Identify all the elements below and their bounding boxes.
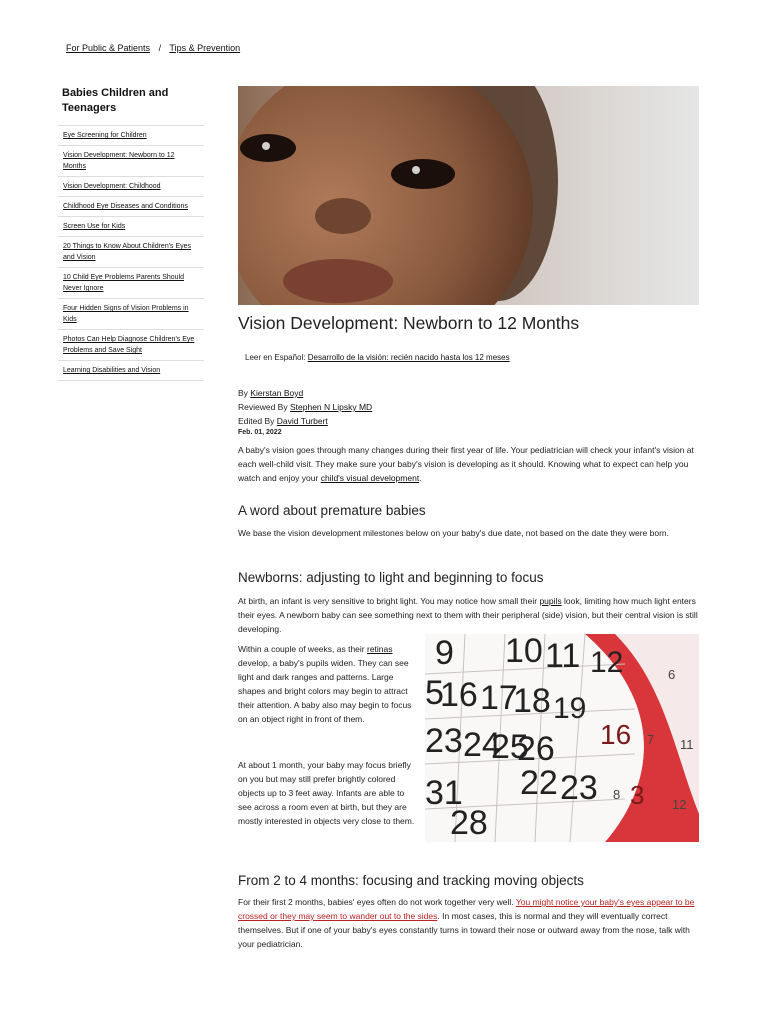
- sidebar-item: [58, 146, 204, 177]
- reviewed-label: Reviewed By: [238, 402, 288, 412]
- intro-text: A baby's vision goes through many changes during their first year of life. Your pediatrician will check your infant's vision at each well-child visit. They make sure your baby's vision is developing as it should. Knowing what to expect can help you watch and enjoy your: [238, 445, 694, 483]
- by-label: By: [238, 388, 248, 398]
- sidebar-item: [58, 330, 204, 361]
- reviewer-line: [238, 400, 372, 414]
- byline: [238, 386, 372, 438]
- spanish-article-link[interactable]: Desarrollo de la visión: recién nacido hasta los 12 meses: [307, 353, 510, 362]
- svg-text:5: 5: [425, 674, 444, 712]
- sidebar-link-10-problems[interactable]: 10 Child Eye Problems Parents Should Never Ignore: [63, 274, 185, 292]
- svg-text:31: 31: [425, 774, 463, 812]
- newborn-paragraph-3: At about 1 month, your baby may focus briefly on you but may still prefer brightly colored objects up to 3 feet away. Infants are able to see across a room even at birth, but they are mostly interested in objects very close to them.: [238, 760, 415, 826]
- svg-text:23: 23: [425, 722, 463, 760]
- crossed-eyes-link[interactable]: You might notice your baby's eyes appear to be crossed or they may seem to wander out to the sides: [238, 897, 695, 921]
- breadcrumb-link-tips[interactable]: Tips & Prevention: [169, 43, 241, 53]
- intro-end: .: [419, 473, 422, 483]
- sidebar-item: [58, 361, 204, 381]
- svg-text:11: 11: [680, 737, 694, 752]
- breadcrumb-separator: /: [158, 43, 162, 53]
- pupils-link[interactable]: pupils: [539, 596, 562, 606]
- svg-text:8: 8: [613, 787, 621, 802]
- two-four-text-b: . In most cases, this is normal and they will eventually correct themselves. But if one of your baby's eyes constantly turns in toward their nose or outward away from the nose, talk with your pediatrician.: [238, 911, 690, 949]
- sidebar-link-photos[interactable]: Photos Can Help Diagnose Children's Eye Problems and Save Sight: [63, 336, 195, 354]
- svg-text:24: 24: [463, 726, 501, 764]
- author-line: [238, 386, 372, 400]
- svg-text:26: 26: [517, 730, 555, 768]
- spanish-prefix: Leer en Español:: [245, 353, 306, 362]
- editor-link[interactable]: David Turbert: [276, 416, 328, 426]
- newborn-p1-text-a: At birth, an infant is very sensitive to bright light. You may notice how small their: [238, 596, 538, 606]
- retinas-link[interactable]: retinas: [367, 644, 393, 654]
- reviewer-link[interactable]: Stephen N Lipsky MD: [289, 402, 373, 412]
- svg-text:17: 17: [480, 679, 518, 717]
- edited-label: Edited By: [238, 416, 275, 426]
- author-link[interactable]: Kierstan Boyd: [250, 388, 304, 398]
- sidebar-item: [58, 299, 204, 330]
- sidebar-list: [58, 125, 204, 381]
- editor-line: [238, 414, 372, 428]
- svg-text:12: 12: [672, 797, 687, 812]
- sidebar-link-newborn[interactable]: Vision Development: Newborn to 12 Months: [63, 152, 175, 170]
- calendar-image: [425, 634, 699, 842]
- svg-text:9: 9: [435, 634, 454, 672]
- svg-text:22: 22: [520, 764, 558, 802]
- page-title: Vision Development: Newborn to 12 Months: [238, 313, 580, 333]
- svg-text:19: 19: [553, 692, 587, 725]
- svg-text:16: 16: [440, 676, 478, 714]
- sidebar-title: Babies Children and Teenagers: [62, 87, 169, 114]
- svg-text:23: 23: [560, 769, 598, 807]
- svg-text:12: 12: [590, 646, 624, 679]
- sidebar: [58, 86, 204, 381]
- breadcrumb-link-public[interactable]: For Public & Patients: [66, 43, 151, 53]
- sidebar-item: [58, 217, 204, 237]
- sidebar-item: [58, 237, 204, 268]
- intro-paragraph: [238, 443, 700, 485]
- newborn-p2-text-b: develop, a baby's pupils widen. They can see light and dark ranges and patterns. Large shapes and bright colors may begin to attract their attention. A baby also may begin to focus on an object right in front of them.: [238, 658, 412, 724]
- newborn-paragraph-1: [238, 594, 700, 636]
- svg-text:28: 28: [450, 804, 488, 842]
- svg-text:11: 11: [545, 637, 581, 675]
- breadcrumb: [66, 43, 240, 53]
- svg-text:3: 3: [630, 780, 645, 810]
- sidebar-link-childhood[interactable]: Vision Development: Childhood: [63, 183, 161, 190]
- sidebar-item: [58, 268, 204, 299]
- newborn-p1-text-b: look, limiting how much light enters their eyes. A newborn baby can see something next to them with their peripheral (side) vision, but their central vision is still developing.: [238, 596, 698, 634]
- spanish-link-line: [245, 353, 510, 362]
- sidebar-link-screen-use[interactable]: Screen Use for Kids: [63, 223, 126, 230]
- svg-text:18: 18: [513, 682, 551, 720]
- heading-newborns: Newborns: adjusting to light and beginning to focus: [238, 570, 544, 585]
- two-to-four-paragraph: [238, 895, 700, 951]
- heading-premature: A word about premature babies: [238, 503, 426, 518]
- svg-text:16: 16: [600, 719, 632, 750]
- sidebar-link-20-things[interactable]: 20 Things to Know About Children's Eyes and Vision: [63, 243, 192, 261]
- svg-text:25: 25: [491, 728, 529, 766]
- sidebar-link-hidden-signs[interactable]: Four Hidden Signs of Vision Problems in Kids: [63, 305, 189, 323]
- newborn-p2-text-a: Within a couple of weeks, as their: [238, 644, 365, 654]
- heading-two-to-four-months: From 2 to 4 months: focusing and tracking moving objects: [238, 873, 584, 888]
- svg-text:10: 10: [505, 634, 543, 670]
- svg-text:7: 7: [647, 732, 655, 747]
- two-four-text-a: For their first 2 months, babies' eyes often do not work together very well.: [238, 897, 514, 907]
- sidebar-item: [58, 126, 204, 146]
- sidebar-link-learning[interactable]: Learning Disabilities and Vision: [63, 367, 161, 374]
- sidebar-item: [58, 197, 204, 217]
- visual-development-link[interactable]: child's visual development: [320, 473, 420, 483]
- newborn-paragraph-2: [238, 642, 418, 726]
- premature-paragraph: We base the vision development milestones below on your baby's due date, not based on the date they were born.: [238, 528, 669, 538]
- sidebar-link-diseases[interactable]: Childhood Eye Diseases and Conditions: [63, 203, 188, 210]
- publish-date: Feb. 01, 2022: [238, 429, 282, 436]
- hero-baby-image: [238, 86, 699, 305]
- sidebar-item: [58, 177, 204, 197]
- sidebar-link-eye-screening[interactable]: Eye Screening for Children: [63, 132, 147, 139]
- svg-text:6: 6: [668, 667, 676, 682]
